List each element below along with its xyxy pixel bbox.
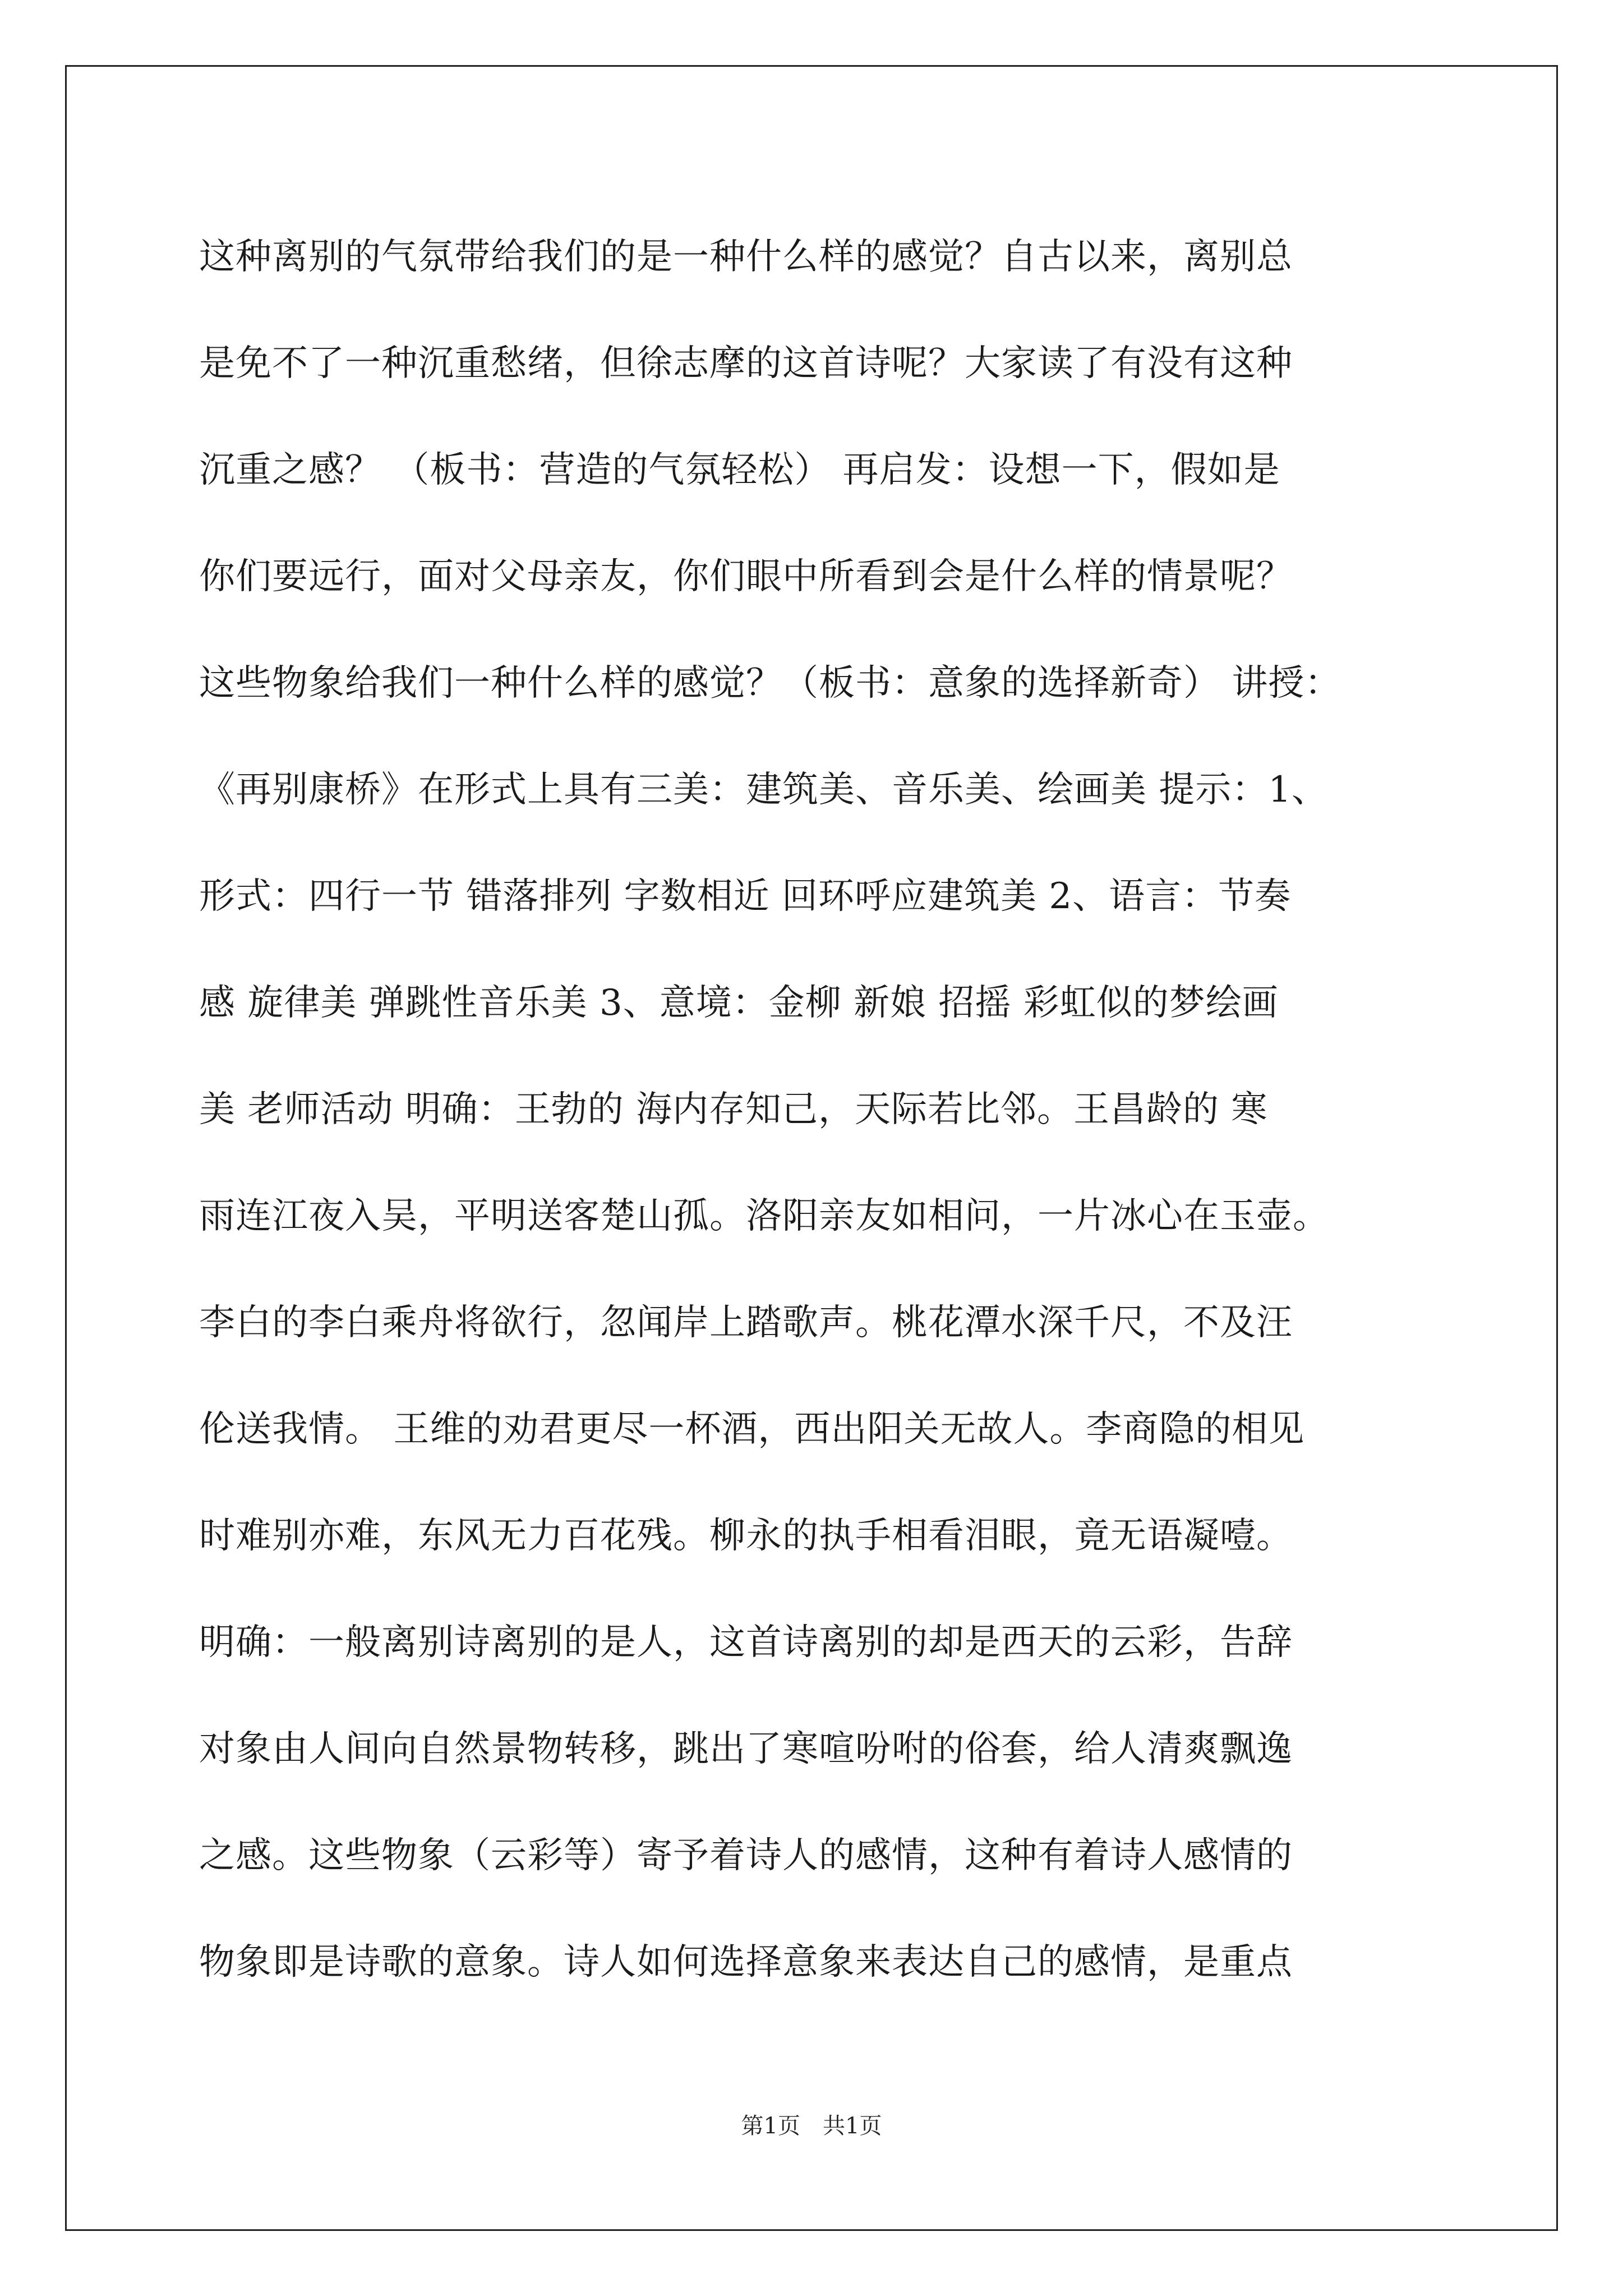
text-line: 你们要远行，面对父母亲友，你们眼中所看到会是什么样的情景呢？ (199, 556, 1293, 597)
text-line: 李白的李白乘舟将欲行，忽闻岸上踏歌声。桃花潭水深千尺，不及汪 (199, 1302, 1293, 1343)
text-line: 是免不了一种沉重愁绪，但徐志摩的这首诗呢？大家读了有没有这种 (199, 343, 1293, 384)
text-line: 这种离别的气氛带给我们的是一种什么样的感觉？自古以来，离别总 (199, 236, 1293, 278)
text-line: 之感。这些物象（云彩等）寄予着诗人的感情，这种有着诗人感情的 (199, 1835, 1293, 1876)
document-body (199, 218, 1455, 2030)
text-line: 美 老师活动 明确：王勃的 海内存知己，天际若比邻。王昌龄的 寒 (199, 1089, 1268, 1130)
text-line: 伦送我情。 王维的劝君更尽一杯酒，西出阳关无故人。李商隐的相见 (199, 1409, 1305, 1450)
text-line: 形式：四行一节 错落排列 字数相近 回环呼应建筑美 2、语言：节奏 (199, 876, 1292, 917)
page-footer: 第1页 共1页 (741, 2113, 882, 2139)
text-line: 时难别亦难，东风无力百花残。柳永的执手相看泪眼，竟无语凝噎。 (199, 1515, 1293, 1557)
text-line: 对象由人间向自然景物转移，跳出了寒喧吩咐的俗套，给人清爽飘逸 (199, 1728, 1293, 1770)
text-line: 沉重之感？ （板书：营造的气氛轻松） 再启发：设想一下，假如是 (199, 449, 1280, 491)
text-line: 感 旋律美 弹跳性音乐美 3、意境：金柳 新娘 招摇 彩虹似的梦绘画 (199, 982, 1279, 1024)
text-line: 物象即是诗歌的意象。诗人如何选择意象来表达自己的感情，是重点 (199, 1941, 1293, 1983)
text-line: 明确：一般离别诗离别的是人，这首诗离别的却是西天的云彩，告辞 (199, 1622, 1293, 1663)
text-line: 雨连江夜入吴，平明送客楚山孤。洛阳亲友如相问，一片冰心在玉壶。 (199, 1195, 1329, 1237)
text-line: 这些物象给我们一种什么样的感觉？（板书：意象的选择新奇） 讲授： (199, 662, 1341, 704)
text-line: 《再别康桥》在形式上具有三美：建筑美、音乐美、绘画美 提示：1、 (199, 769, 1329, 811)
